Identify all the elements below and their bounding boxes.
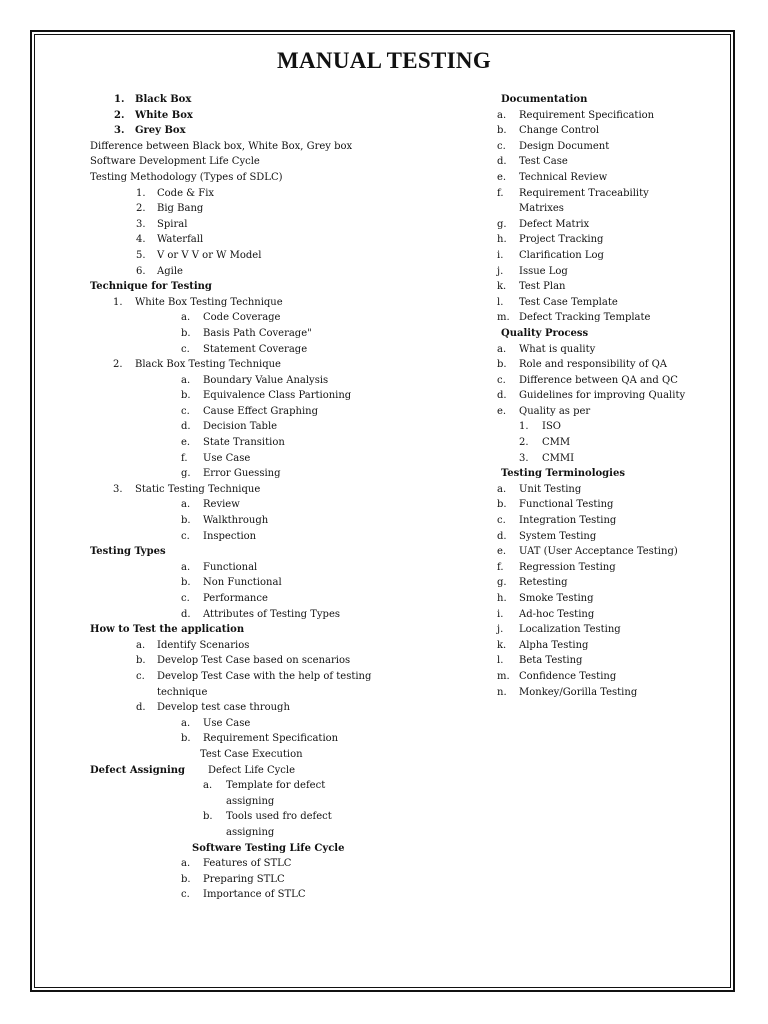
list-marker: 6. bbox=[136, 265, 146, 277]
item-text: Quality Process bbox=[501, 327, 589, 339]
item-text: Error Guessing bbox=[203, 468, 281, 480]
item-text: Alpha Testing bbox=[519, 639, 589, 651]
quality-item bbox=[497, 404, 697, 420]
item-text: Equivalence Class Partioning bbox=[203, 390, 352, 402]
item-text: Software Testing Life Cycle bbox=[192, 842, 345, 854]
item-text: Issue Log bbox=[519, 265, 568, 277]
item-text: Importance of STLC bbox=[203, 889, 306, 901]
list-marker: b. bbox=[497, 499, 507, 511]
item-text: assigning bbox=[226, 826, 275, 838]
list-marker: n. bbox=[497, 686, 507, 698]
item-text: Defect Matrix bbox=[519, 218, 590, 230]
item-text: Requirement Specification bbox=[203, 733, 339, 745]
technique-item bbox=[90, 529, 470, 545]
item-text: Testing Terminologies bbox=[501, 468, 625, 480]
item-text: Inspection bbox=[203, 530, 257, 542]
terminology-item bbox=[497, 513, 697, 529]
list-marker: b. bbox=[203, 811, 213, 823]
item-text: Requirement Specification bbox=[519, 109, 655, 121]
item-text: Identify Scenarios bbox=[157, 639, 250, 651]
item-text: Requirement Traceability bbox=[519, 187, 649, 199]
item-text: Code Coverage bbox=[203, 312, 281, 324]
methodology-item bbox=[90, 232, 470, 248]
item-text: Clarification Log bbox=[519, 249, 604, 261]
item-text: Review bbox=[203, 499, 240, 511]
item-text: Functional Testing bbox=[519, 499, 614, 511]
list-marker: c. bbox=[181, 343, 190, 355]
technique-item bbox=[90, 404, 470, 420]
list-marker: a. bbox=[136, 639, 146, 651]
documentation-item bbox=[497, 154, 697, 170]
item-text: White Box bbox=[135, 109, 193, 121]
methodology-item bbox=[90, 248, 470, 264]
terminology-item bbox=[497, 685, 697, 701]
list-marker: h. bbox=[497, 593, 507, 604]
item-text: Develop test case through bbox=[157, 702, 290, 714]
item-text: Guidelines for improving Quality bbox=[519, 390, 686, 402]
item-text: Confidence Testing bbox=[519, 670, 617, 682]
list-marker: c. bbox=[181, 593, 190, 604]
item-text: Grey Box bbox=[135, 125, 186, 137]
quality-standard bbox=[497, 419, 697, 435]
item-text: CMMI bbox=[542, 452, 575, 464]
section-heading bbox=[90, 763, 470, 779]
item-text: Use Case bbox=[203, 452, 251, 464]
quality-standard bbox=[497, 451, 697, 467]
list-marker: a. bbox=[181, 858, 191, 870]
item-text: Big Bang bbox=[157, 203, 204, 215]
testing-type-item bbox=[90, 591, 470, 607]
list-marker: a. bbox=[181, 561, 191, 573]
list-marker: m. bbox=[497, 670, 510, 682]
testing-type-item bbox=[90, 560, 470, 576]
documentation-item bbox=[497, 217, 697, 233]
list-marker: a. bbox=[497, 343, 507, 355]
terminology-item bbox=[497, 607, 697, 623]
section-heading bbox=[90, 544, 470, 560]
technique-item bbox=[90, 326, 470, 342]
item-text: Walkthrough bbox=[203, 515, 269, 527]
item-text: Design Document bbox=[519, 140, 610, 152]
item-text: Technique for Testing bbox=[90, 281, 212, 293]
item-text: What is quality bbox=[519, 343, 596, 355]
section-heading bbox=[90, 622, 470, 638]
documentation-item bbox=[497, 123, 697, 139]
documentation-item bbox=[497, 170, 697, 186]
documentation-item bbox=[497, 310, 697, 326]
list-marker: k. bbox=[497, 639, 507, 651]
item-text: UAT (User Acceptance Testing) bbox=[519, 546, 678, 558]
list-marker: a. bbox=[203, 780, 213, 792]
list-marker: 2. bbox=[519, 437, 529, 449]
technique-item bbox=[90, 342, 470, 358]
item-text: Use Case bbox=[203, 717, 251, 729]
quality-standard bbox=[497, 435, 697, 451]
list-marker: j. bbox=[497, 624, 504, 636]
technique-item bbox=[90, 373, 470, 389]
methodology-item bbox=[90, 201, 470, 217]
documentation-item bbox=[497, 264, 697, 280]
left-column bbox=[90, 92, 470, 903]
item-text: Develop Test Case based on scenarios bbox=[157, 655, 351, 667]
how-to-item bbox=[90, 653, 470, 669]
stlc-item bbox=[90, 872, 470, 888]
list-marker: e. bbox=[181, 437, 191, 449]
documentation-item bbox=[497, 139, 697, 155]
list-marker: l. bbox=[497, 296, 504, 308]
defect-item bbox=[90, 778, 470, 794]
item-text: State Transition bbox=[203, 437, 285, 449]
list-marker: j. bbox=[497, 265, 504, 277]
section-heading bbox=[497, 92, 697, 108]
list-marker: d. bbox=[136, 702, 146, 714]
list-marker: i. bbox=[497, 608, 504, 620]
list-marker: c. bbox=[497, 140, 506, 152]
item-text: Technical Review bbox=[519, 171, 608, 183]
technique-item bbox=[90, 451, 470, 467]
technique-item bbox=[90, 466, 470, 482]
section-heading bbox=[497, 326, 697, 342]
item-text: Performance bbox=[203, 593, 268, 604]
list-marker: a. bbox=[181, 499, 191, 511]
technique-item bbox=[90, 435, 470, 451]
documentation-item bbox=[497, 279, 697, 295]
stlc-item bbox=[90, 887, 470, 903]
item-text: Decision Table bbox=[203, 421, 278, 433]
terminology-item bbox=[497, 653, 697, 669]
item-text: Test Case Template bbox=[519, 296, 618, 308]
section-heading bbox=[90, 841, 470, 857]
item-text: Documentation bbox=[501, 94, 588, 105]
item-text: Template for defect bbox=[226, 780, 326, 792]
box-type-item bbox=[90, 123, 470, 139]
list-marker: h. bbox=[497, 234, 507, 246]
methodology-item bbox=[90, 217, 470, 233]
list-marker: 3. bbox=[136, 218, 146, 230]
list-marker: c. bbox=[181, 405, 190, 417]
right-column bbox=[497, 92, 697, 700]
item-text: Attributes of Testing Types bbox=[203, 608, 341, 620]
item-text: Smoke Testing bbox=[519, 593, 594, 604]
defect-item bbox=[90, 809, 470, 825]
list-marker: a. bbox=[497, 109, 507, 121]
list-marker: f. bbox=[497, 561, 504, 573]
defect-item-continued bbox=[90, 794, 470, 810]
list-marker: a. bbox=[181, 374, 191, 386]
technique-group bbox=[90, 357, 470, 373]
quality-item bbox=[497, 388, 697, 404]
list-marker: d. bbox=[497, 390, 507, 402]
list-marker: b. bbox=[136, 655, 146, 667]
item-text: Software Development Life Cycle bbox=[90, 156, 260, 168]
terminology-item bbox=[497, 544, 697, 560]
item-text: V or V V or W Model bbox=[157, 249, 262, 261]
list-marker: 3. bbox=[114, 125, 125, 137]
item-text: Spiral bbox=[157, 218, 188, 230]
quality-item bbox=[497, 342, 697, 358]
item-text: Test Plan bbox=[519, 281, 566, 293]
item-text: System Testing bbox=[519, 530, 597, 542]
item-text: Statement Coverage bbox=[203, 343, 308, 355]
item-text: Basis Path Coverage" bbox=[203, 327, 312, 339]
item-text: CMM bbox=[542, 437, 571, 449]
documentation-item-continued bbox=[497, 201, 697, 217]
box-type-item bbox=[90, 92, 470, 108]
list-marker: e. bbox=[497, 171, 507, 183]
list-marker: b. bbox=[497, 125, 507, 137]
item-text: Project Tracking bbox=[519, 234, 604, 246]
list-marker: f. bbox=[181, 452, 188, 464]
item-text: Non Functional bbox=[203, 577, 282, 589]
outline-line bbox=[90, 747, 470, 763]
how-to-item-continued bbox=[90, 685, 470, 701]
list-marker: 2. bbox=[113, 359, 123, 371]
list-marker: 2. bbox=[114, 109, 125, 121]
terminology-item bbox=[497, 529, 697, 545]
list-marker: 1. bbox=[113, 296, 123, 308]
item-text: Testing Methodology (Types of SDLC) bbox=[90, 171, 283, 183]
technique-item bbox=[90, 513, 470, 529]
item-text: Regression Testing bbox=[519, 561, 616, 573]
list-marker: 5. bbox=[136, 249, 146, 261]
item-text: Retesting bbox=[519, 577, 568, 589]
list-marker: b. bbox=[181, 390, 191, 402]
list-marker: a. bbox=[181, 312, 191, 324]
list-marker: c. bbox=[181, 889, 190, 901]
outline-line bbox=[90, 139, 470, 155]
list-marker: 2. bbox=[136, 203, 146, 215]
list-marker: 3. bbox=[113, 483, 123, 495]
how-to-subitem bbox=[90, 716, 470, 732]
item-text: Preparing STLC bbox=[203, 873, 285, 885]
list-marker: e. bbox=[497, 546, 507, 558]
item-text: White Box Testing Technique bbox=[135, 296, 283, 308]
technique-item bbox=[90, 310, 470, 326]
item-text: Code & Fix bbox=[157, 187, 215, 199]
item-text: Features of STLC bbox=[203, 858, 292, 870]
item-text: Testing Types bbox=[90, 546, 166, 558]
list-marker: f. bbox=[497, 187, 504, 199]
list-marker: k. bbox=[497, 281, 507, 293]
list-marker: c. bbox=[497, 515, 506, 527]
outline-line bbox=[90, 154, 470, 170]
list-marker: 1. bbox=[114, 94, 125, 105]
item-text: ISO bbox=[542, 421, 561, 433]
list-marker: a. bbox=[497, 483, 507, 495]
item-text: assigning bbox=[226, 795, 275, 807]
item-text: Static Testing Technique bbox=[135, 483, 261, 495]
list-marker: m. bbox=[497, 312, 510, 324]
list-marker: d. bbox=[497, 156, 507, 168]
item-text: Change Control bbox=[519, 125, 600, 137]
page-title: MANUAL TESTING bbox=[276, 48, 492, 73]
list-marker: d. bbox=[181, 608, 191, 620]
item-text: Black Box Testing Technique bbox=[135, 359, 281, 371]
list-marker: g. bbox=[181, 468, 191, 480]
testing-type-item bbox=[90, 607, 470, 623]
item-text: Agile bbox=[157, 265, 183, 277]
item-text: Boundary Value Analysis bbox=[203, 374, 329, 386]
list-marker: l. bbox=[497, 655, 504, 667]
documentation-item bbox=[497, 108, 697, 124]
terminology-item bbox=[497, 638, 697, 654]
list-marker: c. bbox=[181, 530, 190, 542]
item-text: Monkey/Gorilla Testing bbox=[519, 686, 638, 698]
list-marker: g. bbox=[497, 218, 507, 230]
list-marker: b. bbox=[181, 577, 191, 589]
item-text: Role and responsibility of QA bbox=[519, 359, 668, 371]
list-marker: b. bbox=[181, 515, 191, 527]
list-marker: d. bbox=[181, 421, 191, 433]
list-marker: c. bbox=[497, 374, 506, 386]
list-marker: c. bbox=[136, 670, 145, 682]
box-type-item bbox=[90, 108, 470, 124]
item-text: Difference between Black box, White Box, Grey box bbox=[90, 140, 353, 152]
how-to-item bbox=[90, 669, 470, 685]
inline-heading: Defect Life Cycle bbox=[208, 764, 296, 776]
technique-item bbox=[90, 497, 470, 513]
item-text: Defect Assigning bbox=[90, 764, 186, 776]
section-heading bbox=[90, 279, 470, 295]
how-to-subitem bbox=[90, 731, 470, 747]
list-marker: d. bbox=[497, 530, 507, 542]
quality-item bbox=[497, 357, 697, 373]
item-text: Test Case Execution bbox=[200, 748, 303, 760]
section-heading bbox=[90, 170, 470, 186]
terminology-item bbox=[497, 497, 697, 513]
item-text: Black Box bbox=[135, 94, 192, 105]
documentation-item bbox=[497, 248, 697, 264]
item-text: Difference between QA and QC bbox=[519, 374, 678, 386]
stlc-item bbox=[90, 856, 470, 872]
item-text: Tools used fro defect bbox=[226, 811, 332, 823]
technique-group bbox=[90, 295, 470, 311]
list-marker: 1. bbox=[136, 187, 146, 199]
item-text: Integration Testing bbox=[519, 515, 617, 527]
terminology-item bbox=[497, 482, 697, 498]
how-to-item bbox=[90, 700, 470, 716]
terminology-item bbox=[497, 575, 697, 591]
list-marker: a. bbox=[181, 717, 191, 729]
item-text: Unit Testing bbox=[519, 483, 582, 495]
quality-item bbox=[497, 373, 697, 389]
technique-item bbox=[90, 388, 470, 404]
documentation-item bbox=[497, 295, 697, 311]
testing-type-item bbox=[90, 575, 470, 591]
list-marker: 3. bbox=[519, 452, 529, 464]
technique-item bbox=[90, 419, 470, 435]
item-text: Beta Testing bbox=[519, 655, 583, 667]
terminology-item bbox=[497, 622, 697, 638]
list-marker: i. bbox=[497, 249, 504, 261]
documentation-item bbox=[497, 232, 697, 248]
item-text: technique bbox=[157, 686, 208, 698]
item-text: Functional bbox=[203, 561, 258, 573]
item-text: Localization Testing bbox=[519, 624, 621, 636]
item-text: Matrixes bbox=[519, 203, 564, 215]
list-marker: b. bbox=[497, 359, 507, 371]
item-text: Waterfall bbox=[157, 234, 204, 246]
item-text: How to Test the application bbox=[90, 624, 245, 636]
methodology-item bbox=[90, 186, 470, 202]
terminology-item bbox=[497, 560, 697, 576]
terminology-item bbox=[497, 669, 697, 685]
section-heading bbox=[497, 466, 697, 482]
list-marker: b. bbox=[181, 327, 191, 339]
list-marker: 4. bbox=[136, 234, 146, 246]
item-text: Ad-hoc Testing bbox=[519, 608, 595, 620]
list-marker: b. bbox=[181, 873, 191, 885]
defect-item-continued bbox=[90, 825, 470, 841]
documentation-item bbox=[497, 186, 697, 202]
list-marker: e. bbox=[497, 405, 507, 417]
item-text: Cause Effect Graphing bbox=[203, 405, 319, 417]
terminology-item bbox=[497, 591, 697, 607]
list-marker: b. bbox=[181, 733, 191, 745]
list-marker: g. bbox=[497, 577, 507, 589]
item-text: Quality as per bbox=[519, 405, 591, 417]
technique-group bbox=[90, 482, 470, 498]
list-marker: 1. bbox=[519, 421, 529, 433]
how-to-item bbox=[90, 638, 470, 654]
item-text: Test Case bbox=[519, 156, 568, 168]
methodology-item bbox=[90, 264, 470, 280]
item-text: Defect Tracking Template bbox=[519, 312, 651, 324]
item-text: Develop Test Case with the help of testing bbox=[157, 670, 372, 682]
